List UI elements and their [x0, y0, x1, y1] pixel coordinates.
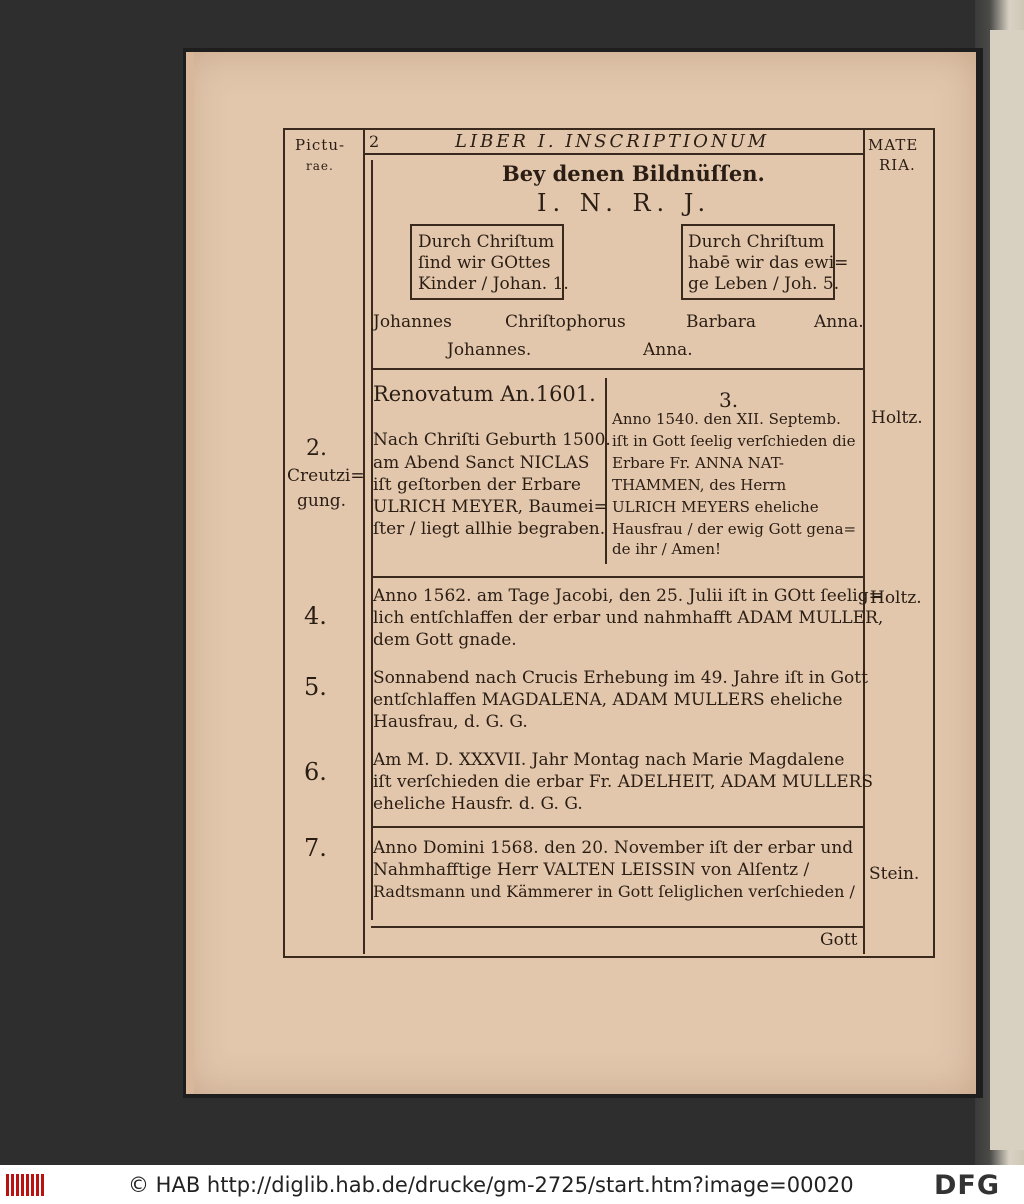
entry-number-2: 2.	[306, 436, 327, 461]
left-column-rule	[363, 128, 365, 954]
entry-number-6: 6.	[304, 758, 327, 786]
material-holtz-2: Holtz.	[870, 588, 922, 608]
dfg-logo: DFG	[934, 1170, 1001, 1201]
adelheit-text-line-3: eheliche Hausfr. d. G. G.	[373, 794, 583, 814]
leissin-text-line-2: Nahmhafftige Herr VALTEN LEISSIN von Alſentz /	[373, 860, 810, 880]
adelheit-text-line-1: Am M. D. XXXVII. Jahr Montag nach Marie Magdalene	[373, 750, 845, 770]
motto-right-line-2: habē wir das ewi=	[688, 253, 849, 273]
block2-rule	[371, 576, 863, 578]
natthammen-text-line-6: Hausfrau / der ewig Gott gena=	[612, 520, 857, 538]
header-rule	[363, 153, 863, 155]
motto-right-line-1: Durch Chriſtum	[688, 232, 825, 252]
rae-label: rae.	[306, 159, 334, 173]
renovatum-title: Renovatum An.1601.	[373, 382, 596, 406]
block1-rule	[371, 368, 863, 370]
natthammen-text-line-1: Anno 1540. den XII. Septemb.	[612, 410, 841, 428]
next-page-strip	[990, 30, 1024, 1150]
natthammen-text-line-5: ULRICH MEYERS eheliche	[612, 498, 819, 516]
creutzigung-line-1: Creutzi=	[287, 466, 365, 486]
meyer-text-line-5: ſter / liegt allhie begraben.	[373, 519, 606, 539]
hab-logo-icon	[6, 1174, 46, 1196]
muller-text-line-1: Anno 1562. am Tage Jacobi, den 25. Julii iſt in GOtt ſeelig=	[373, 586, 883, 606]
natthammen-text-line-7: de ihr / Amen!	[612, 540, 722, 558]
creutzigung-line-2: gung.	[297, 491, 347, 511]
right-column-rule	[863, 128, 865, 954]
meyer-text-line-1: Nach Chriſti Geburth 1500.	[373, 430, 611, 450]
page-number: 2	[369, 132, 380, 151]
mate-label: MATE	[868, 136, 919, 154]
magdalena-text-line-2: entſchlaffen MAGDALENA, ADAM MULLERS eheliche	[373, 690, 843, 710]
pictu-label: Pictu-	[295, 136, 346, 154]
viewer-footer	[0, 1165, 1024, 1204]
motto-left-line-3: Kinder / Johan. 1.	[418, 274, 569, 294]
meyer-text-line-4: ULRICH MEYER, Baumei=	[373, 497, 608, 517]
entry-number-7: 7.	[304, 834, 327, 862]
inri-text: I. N. R. J.	[537, 189, 712, 217]
catchword-gott: Gott	[820, 930, 858, 950]
name-anna-1: Anna.	[814, 312, 864, 332]
name-barbara: Barbara	[686, 312, 757, 332]
page-edge	[186, 52, 194, 1094]
material-stein: Stein.	[869, 864, 920, 884]
name-anna-2: Anna.	[643, 340, 693, 360]
entry-number-3: 3.	[719, 388, 739, 412]
magdalena-text-line-1: Sonnabend nach Crucis Erhebung im 49. Jahre iſt in Gott	[373, 668, 868, 688]
adelheit-text-line-2: iſt verſchieden die erbar Fr. ADELHEIT, ADAM MULLERS	[373, 772, 874, 792]
meyer-text-line-2: am Abend Sanct NICLAS	[373, 453, 590, 473]
magdalena-text-line-3: Hausfrau, d. G. G.	[373, 712, 528, 732]
ria-label: RIA.	[879, 156, 916, 174]
block2-divider	[605, 378, 607, 564]
motto-right-line-3: ge Leben / Joh. 5.	[688, 274, 840, 294]
bottom-rule	[371, 926, 863, 928]
block6-rule	[371, 826, 863, 828]
name-johannes-1: Johannes	[373, 312, 452, 332]
bildnisse-heading: Bey denen Bildnüſſen.	[502, 161, 765, 186]
name-johannes-2: Johannes.	[447, 340, 532, 360]
leissin-text-line-3: Radtsmann und Kämmerer in Gott ſeliglichen verſchieden /	[373, 882, 855, 901]
material-holtz-1: Holtz.	[871, 408, 923, 428]
name-christophorus: Chriſtophorus	[505, 312, 626, 332]
natthammen-text-line-2: iſt in Gott ſeelig verſchieden die	[612, 432, 856, 450]
copyright-url[interactable]: © HAB http://diglib.hab.de/drucke/gm-2725/start.htm?image=00020	[128, 1173, 854, 1197]
natthammen-text-line-4: THAMMEN, des Herrn	[612, 476, 787, 494]
leissin-text-line-1: Anno Domini 1568. den 20. November iſt der erbar und	[373, 838, 854, 858]
muller-text-line-3: dem Gott gnade.	[373, 630, 517, 650]
meyer-text-line-3: iſt geſtorben der Erbare	[373, 475, 581, 495]
entry-number-5: 5.	[304, 673, 327, 701]
motto-left-line-1: Durch Chriſtum	[418, 232, 555, 252]
running-title: LIBER I. INSCRIPTIONUM	[455, 131, 770, 152]
entry-number-4: 4.	[304, 602, 327, 630]
motto-left-line-2: ſind wir GOttes	[418, 253, 551, 273]
natthammen-text-line-3: Erbare Fr. ANNA NAT-	[612, 454, 784, 472]
muller-text-line-2: lich entſchlaffen der erbar und nahmhafft ADAM MULLER,	[373, 608, 884, 628]
